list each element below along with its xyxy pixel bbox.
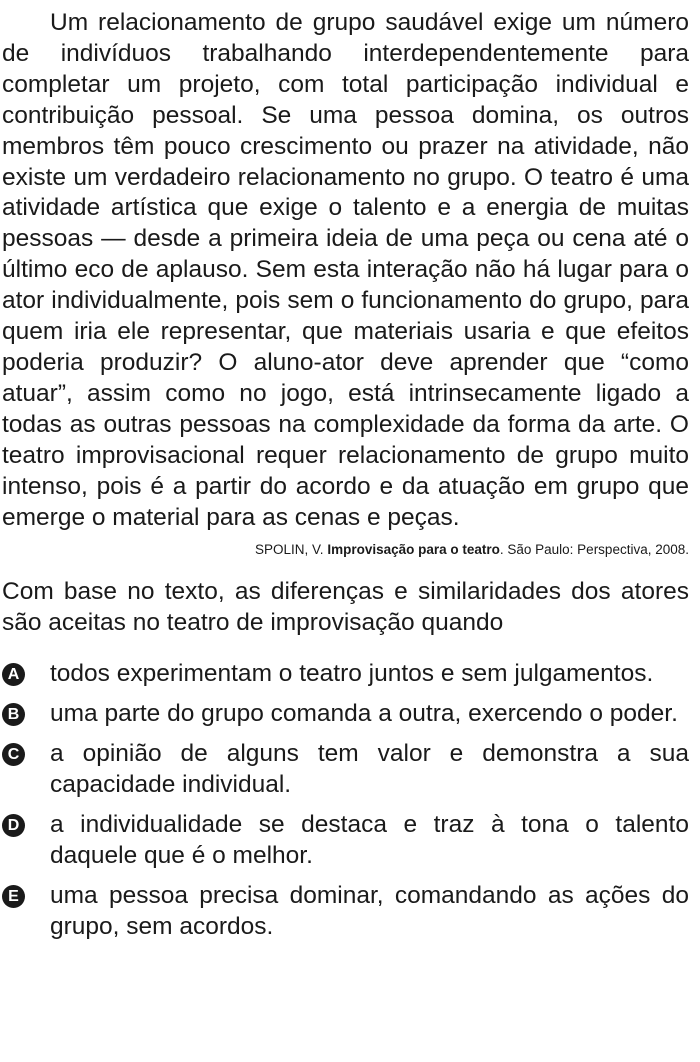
option-d[interactable] — [2, 810, 689, 872]
option-e-letter-badge: E — [2, 885, 25, 908]
citation-title: Improvisação para o teatro — [327, 542, 500, 558]
question-stem: Com base no texto, as diferenças e similaridades dos atores são aceitas no teatro de improvisação quando — [2, 578, 689, 637]
option-c-text: a opinião de alguns tem valor e demonstra a sua capacidade individual. — [50, 740, 689, 798]
option-a-text: todos experimentam o teatro juntos e sem julgamentos. — [50, 660, 654, 688]
option-b-letter-badge: B — [2, 703, 25, 726]
option-a[interactable] — [2, 659, 689, 690]
option-c-letter-badge: C — [2, 743, 25, 766]
option-e[interactable] — [2, 881, 689, 943]
option-b-text: uma parte do grupo comanda a outra, exercendo o poder. — [50, 700, 678, 728]
option-d-letter-badge: D — [2, 814, 25, 837]
answer-options — [2, 659, 689, 942]
option-b[interactable] — [2, 699, 689, 730]
option-a-letter-badge: A — [2, 663, 25, 686]
option-c[interactable] — [2, 739, 689, 801]
citation-publisher: . São Paulo: Perspectiva, 2008. — [499, 542, 689, 558]
source-citation — [2, 541, 689, 559]
citation-author: SPOLIN, V. — [255, 542, 324, 558]
passage-text: Um relacionamento de grupo saudável exige um número de indivíduos trabalhando interdependentemente para completar um projeto, com total participação individual e contribuição pessoal. Se uma pessoa domina, os outros membros têm pouco crescimento ou prazer na atividade, não existe um verdadeiro relacionamento no grupo. O teatro é uma atividade artística que exige o talento e a energia de muitas pessoas — desde a primeira ideia de uma peça ou cena até o último eco de aplauso. Sem esta interação não há lugar para o ator individualmente, pois sem o funcionamento do grupo, para quem iria ele representar, que materiais usaria e que efeitos poderia produzir? O aluno-ator deve aprender que “como atuar”, assim como no jogo, está intrinsecamente ligado a todas as outras pessoas na complexidade da forma da arte. O teatro improvisacional requer relacionamento de grupo muito intenso, pois é a partir do acordo e da atuação em grupo que emerge o material para as cenas e peças. — [2, 9, 689, 531]
option-e-text: uma pessoa precisa dominar, comandando as ações do grupo, sem acordos. — [50, 881, 689, 940]
option-d-text: a individualidade se destaca e traz à tona o talento daquele que é o melhor. — [50, 810, 689, 869]
